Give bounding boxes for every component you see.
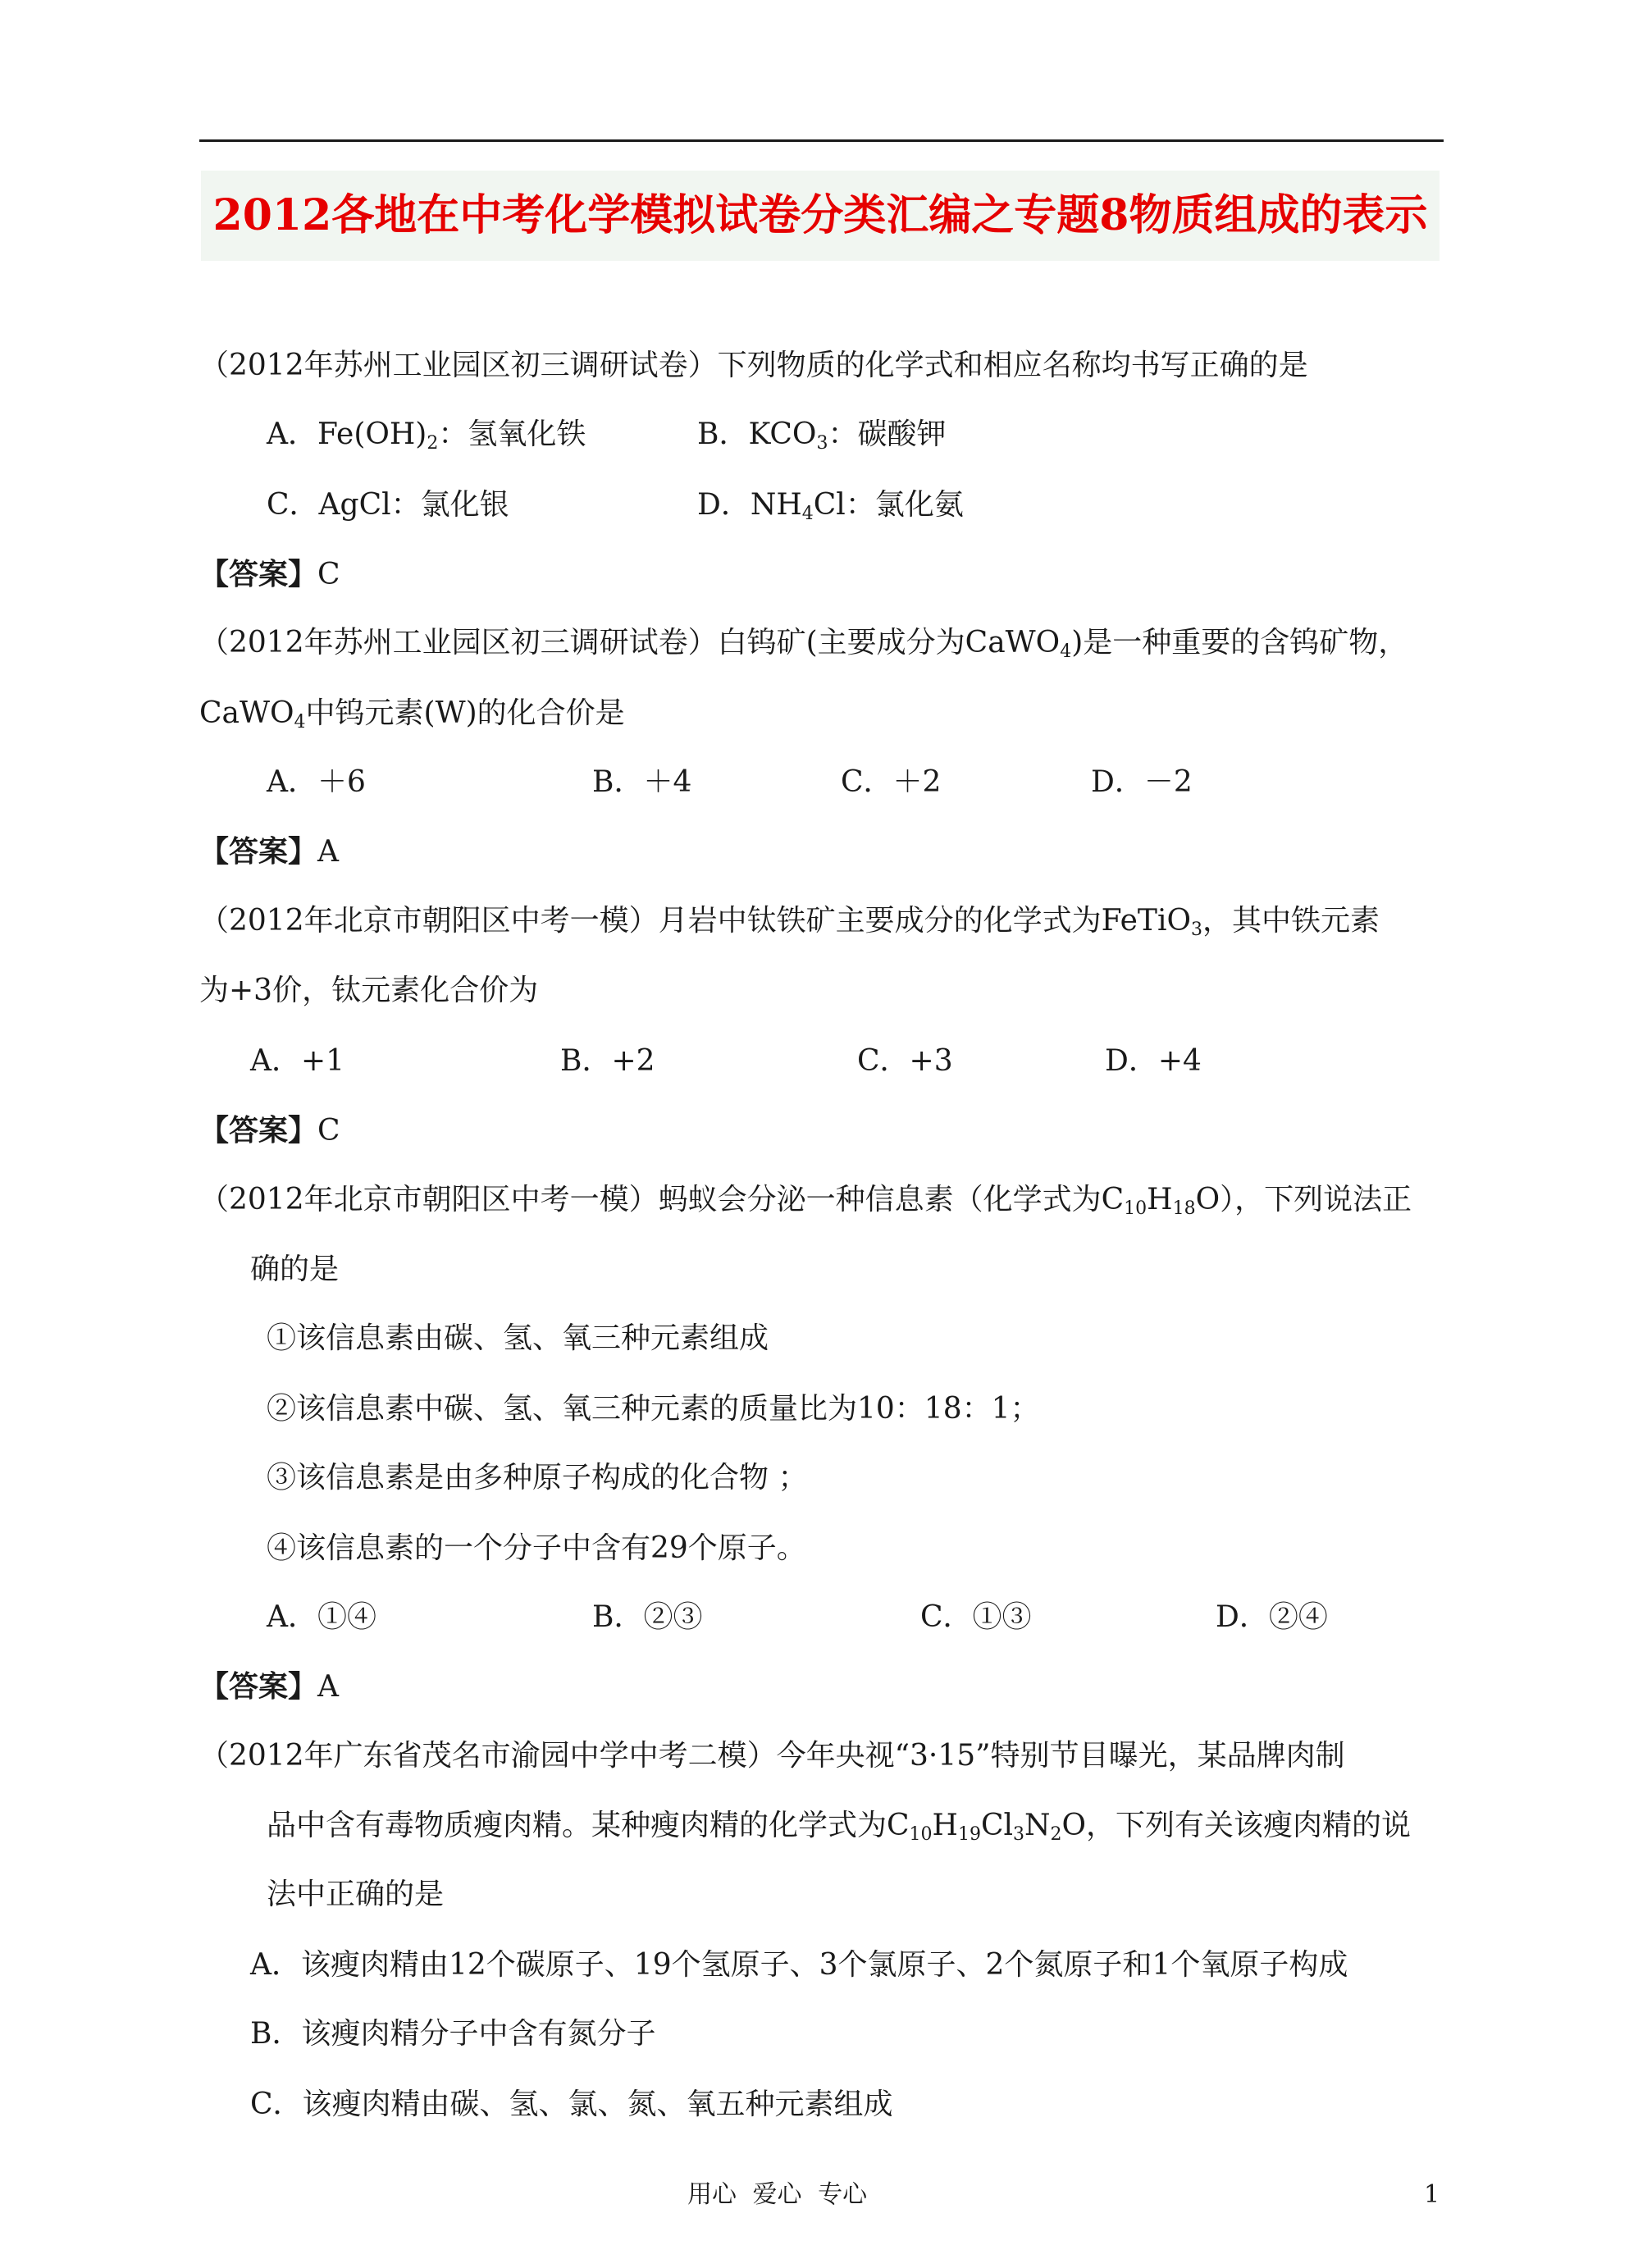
q4-option-b: B．②③ — [592, 1600, 703, 1634]
q2-option-d: D．－2 — [1091, 765, 1193, 799]
q1-option-d: D．$NH_4Cl$：氯化氨 — [697, 488, 964, 524]
q5-option-a: A．该瘦肉精由12个碳原子、19个氢原子、3个氯原子、2个氮原子和1个氧原子构成 — [250, 1948, 1348, 1982]
header-rule — [199, 139, 1444, 142]
q2-stem: （2012年苏州工业园区初三调研试卷）白钨矿(主要成分为CaWO$_4$)是一种重要的含钨矿物， — [199, 626, 1408, 662]
q4-option-d: D．②④ — [1216, 1600, 1328, 1634]
q4-statement-1: ①该信息素由碳、氢、氧三种元素组成 — [267, 1321, 769, 1355]
q2-stem-line2: CaWO$_4$中钨元素(W)的化合价是 — [199, 696, 625, 732]
q5-stem-line3: 法中正确的是 — [267, 1878, 445, 1911]
q1-option-a: A．$Fe(OH)_2$：氢氧化铁 — [267, 418, 586, 454]
q3-stem-line2: 为+3价，钛元素化合价为 — [199, 974, 539, 1007]
q3-stem: （2012年北京市朝阳区中考一模）月岩中钛铁矿主要成分的化学式为FeTiO$_3$，其中铁元素 — [199, 904, 1380, 940]
q3-option-d: D．+4 — [1105, 1044, 1202, 1078]
q4-statement-4: ④该信息素的一个分子中含有29个原子。 — [267, 1531, 806, 1565]
q1-option-b: B．$KCO_3$：碳酸钾 — [697, 418, 947, 454]
footer-motto: 用心 爱心 专心 — [687, 2180, 868, 2209]
document-title: 2012各地在中考化学模拟试卷分类汇编之专题8物质组成的表示 — [212, 190, 1428, 240]
q3-answer: 【答案】C — [199, 1113, 340, 1148]
q4-statement-3: ③该信息素是由多种原子构成的化合物 ； — [267, 1461, 808, 1495]
q3-option-b: B．+2 — [560, 1044, 655, 1078]
q5-stem-line2: 品中含有毒物质瘦肉精。某种瘦肉精的化学式为$C_{10}H_{19}Cl_3N_2O$，下列有关该瘦肉精的说 — [267, 1809, 1412, 1845]
page-number: 1 — [1424, 2180, 1440, 2209]
q4-option-a: A．①④ — [267, 1600, 376, 1634]
q1-answer: 【答案】C — [199, 557, 340, 591]
q4-stem: （2012年北京市朝阳区中考一模）蚂蚁会分泌一种信息素（化学式为$C_{10}H_{18}O$），下列说法正 — [199, 1183, 1412, 1219]
q2-option-a: A．＋6 — [267, 765, 366, 799]
q4-stem-line2: 确的是 — [250, 1253, 340, 1286]
q1-option-c: C．AgCl：氯化银 — [267, 488, 509, 522]
q4-option-c: C．①③ — [920, 1600, 1032, 1634]
q5-option-b: B．该瘦肉精分子中含有氮分子 — [250, 2017, 656, 2051]
q2-answer: 【答案】A — [199, 834, 340, 869]
q5-stem: （2012年广东省茂名市渝园中学中考二模）今年央视“3·15”特别节目曝光，某品牌肉制 — [199, 1739, 1345, 1773]
q2-option-b: B．＋4 — [592, 765, 692, 799]
q3-option-c: C．+3 — [857, 1044, 953, 1078]
q4-answer: 【答案】A — [199, 1669, 340, 1704]
q5-option-c: C．该瘦肉精由碳、氢、氯、氮、氧五种元素组成 — [250, 2088, 893, 2121]
q2-option-c: C．＋2 — [841, 765, 942, 799]
q4-statement-2: ②该信息素中碳、氢、氧三种元素的质量比为10：18：1； — [267, 1392, 1040, 1426]
q1-stem: （2012年苏州工业园区初三调研试卷）下列物质的化学式和相应名称均书写正确的是 — [199, 349, 1308, 382]
q3-option-a: A．+1 — [250, 1044, 345, 1078]
